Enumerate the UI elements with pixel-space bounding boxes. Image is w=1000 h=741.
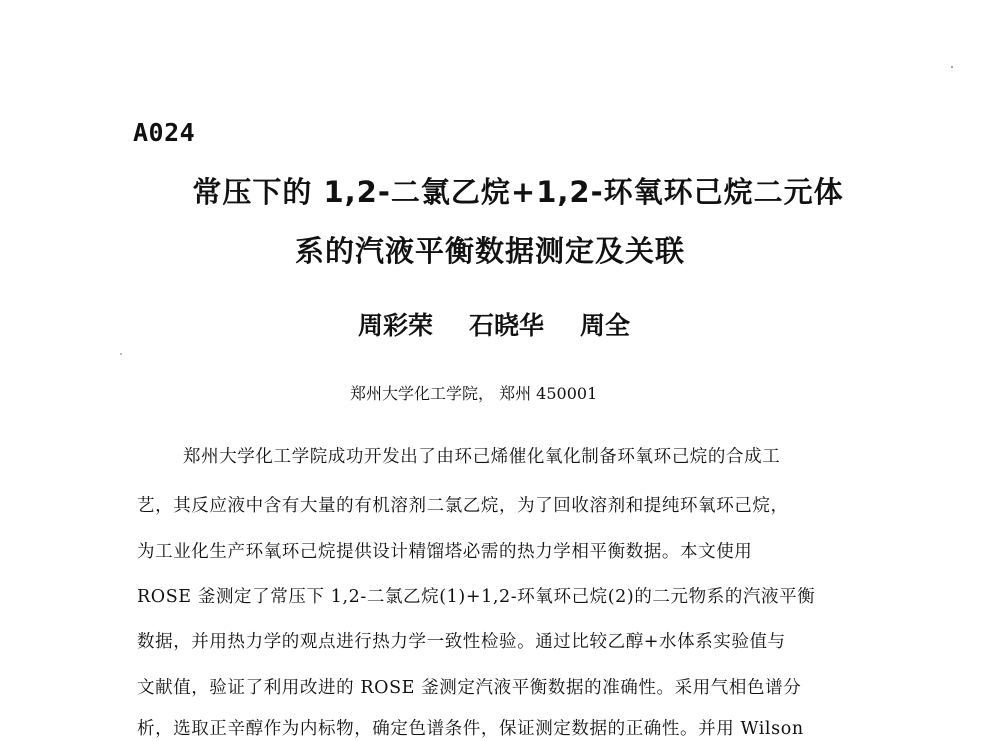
- affiliation: 郑州大学化工学院， 郑州 450001: [350, 384, 598, 403]
- paper-code: A024: [133, 118, 196, 147]
- scan-speck: [951, 66, 953, 68]
- abstract-line: ROSE 釜测定了常压下 1,2-二氯乙烷(1)+1,2-环氧环己烷(2)的二元物系的汽液平衡: [137, 587, 816, 607]
- paper-title-line-2: 系的汽液平衡数据测定及关联: [294, 234, 685, 268]
- abstract-line: 为工业化生产环氧环己烷提供设计精馏塔必需的热力学相平衡数据。本文使用: [137, 542, 753, 562]
- abstract-line: 文献值，验证了利用改进的 ROSE 釜测定汽液平衡数据的准确性。采用气相色谱分: [137, 678, 802, 698]
- abstract-line: 析，选取正辛醇作为内标物，确定色谱条件，保证测定数据的正确性。并用 Wilson: [137, 719, 804, 739]
- scan-speck: [120, 353, 122, 355]
- paper-title-line-1: 常压下的 1,2-二氯乙烷+1,2-环氧环己烷二元体: [192, 175, 844, 209]
- author-name: 石晓华: [469, 311, 545, 340]
- author-name: 周彩荣: [358, 311, 434, 340]
- author-name: 周全: [580, 311, 631, 340]
- abstract-line: 郑州大学化工学院成功开发出了由环己烯催化氧化制备环氧环己烷的合成工: [183, 447, 781, 467]
- abstract-line: 数据，并用热力学的观点进行热力学一致性检验。通过比较乙醇+水体系实验值与: [137, 632, 786, 652]
- abstract-line: 艺，其反应液中含有大量的有机溶剂二氯乙烷，为了回收溶剂和提纯环氧环己烷，: [137, 496, 789, 516]
